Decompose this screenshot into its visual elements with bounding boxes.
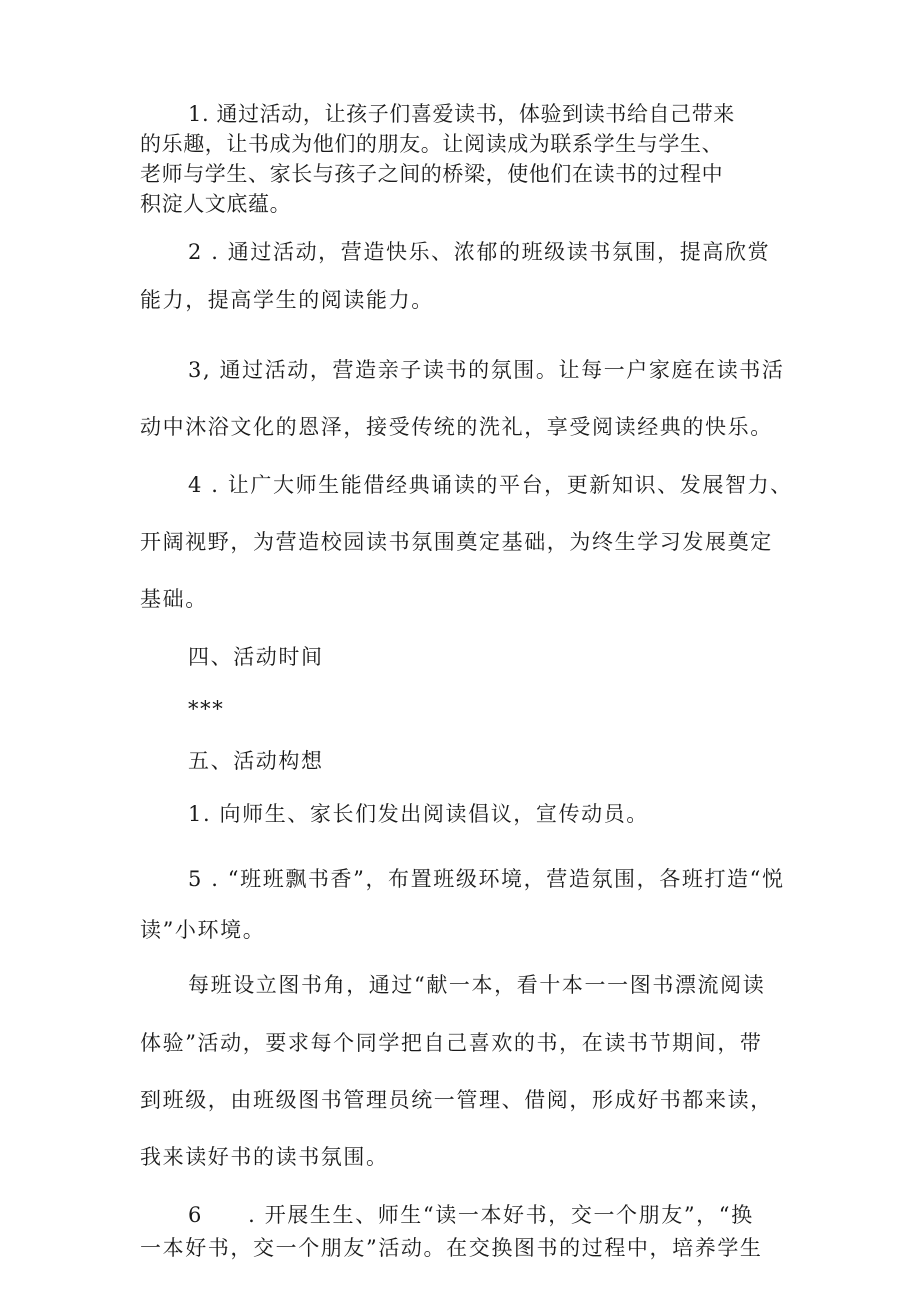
book-corner-line-1: 每班设立图书角，通过“献一本，看十本一一图书漂流阅读 xyxy=(188,973,766,997)
plan-item-1: 1. 向师生、家长们发出阅读倡议，宣传动员。 xyxy=(188,802,649,826)
paragraph-3-line-1: 3, 通过活动，营造亲子读书的氛围。让每一户家庭在读书活 xyxy=(188,358,785,382)
paragraph-2-line-2: 能力，提高学生的阅读能力。 xyxy=(140,288,434,312)
plan-item-6-line-2: 一本好书，交一个朋友”活动。在交换图书的过程中，培养学生 xyxy=(140,1236,763,1260)
book-corner-line-2: 体验”活动，要求每个同学把自己喜欢的书，在读书节期间，带 xyxy=(140,1031,763,1055)
plan-item-5-line-2: 读”小环境。 xyxy=(140,918,266,942)
paragraph-1-line-4: 积淀人文底蕴。 xyxy=(140,192,292,216)
paragraph-1-line-1: 1. 通过活动，让孩子们喜爱读书，体验到读书给自己带来 xyxy=(188,102,735,126)
plan-item-6-line-1: 6 . 开展生生、师生“读一本好书，交一个朋友”，“换 xyxy=(188,1203,754,1227)
book-corner-line-4: 我来读好书的读书氛围。 xyxy=(140,1145,389,1169)
section-heading-activity-time: 四、活动时间 xyxy=(188,645,324,669)
plan-item-5-line-1: 5 . “班班飘书香”，布置班级环境，营造氛围，各班打造“悦 xyxy=(188,867,785,891)
paragraph-4-line-3: 基础。 xyxy=(140,587,208,611)
paragraph-3-line-2: 动中沐浴文化的恩泽，接受传统的洗礼，享受阅读经典的快乐。 xyxy=(140,415,773,439)
activity-time-value: *** xyxy=(188,697,225,721)
section-heading-activity-plan: 五、活动构想 xyxy=(188,749,324,773)
paragraph-2-line-1: 2 . 通过活动，营造快乐、浓郁的班级读书氛围，提高欣赏 xyxy=(188,240,771,264)
paragraph-1-line-3: 老师与学生、家长与孩子之间的桥梁，使他们在读书的过程中 xyxy=(140,162,724,186)
paragraph-4-line-1: 4 . 让广大师生能借经典诵读的平台，更新知识、发展智力、 xyxy=(188,473,793,497)
paragraph-4-line-2: 开阔视野，为营造校园读书氛围奠定基础，为终生学习发展奠定 xyxy=(140,530,773,554)
paragraph-1-line-2: 的乐趣，让书成为他们的朋友。让阅读成为联系学生与学生、 xyxy=(140,132,724,156)
book-corner-line-3: 到班级，由班级图书管理员统一管理、借阅，形成好书都来读， xyxy=(140,1088,773,1112)
